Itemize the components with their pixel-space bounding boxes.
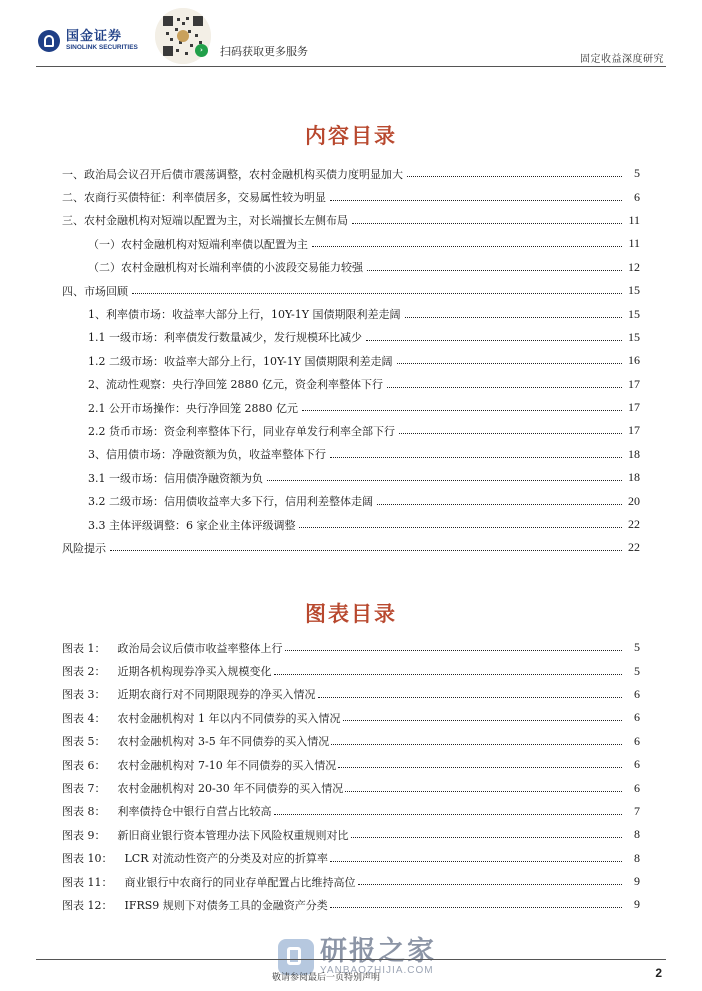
- toc-entry-page: 5: [634, 166, 640, 181]
- dot-leader: [302, 410, 622, 411]
- toc-entry-label: （一）农村金融机构对短端利率债以配置为主: [62, 236, 310, 252]
- toc-entry[interactable]: [62, 373, 640, 396]
- figure-entry-page: 9: [634, 874, 640, 889]
- table-of-contents: [62, 162, 640, 560]
- dot-leader: [366, 340, 622, 341]
- figure-entry-number: 图表 3：: [62, 688, 106, 702]
- dot-leader: [338, 767, 622, 768]
- toc-entry[interactable]: [62, 162, 640, 185]
- figure-entry-page: 7: [634, 803, 640, 818]
- figure-entry-title: 近期各机构现券净买入规模变化: [117, 665, 272, 679]
- figures-title: 图表目录: [305, 601, 397, 626]
- dot-leader: [387, 387, 622, 388]
- figure-entry[interactable]: [62, 683, 640, 706]
- dot-leader: [330, 200, 622, 201]
- list-of-figures: [62, 636, 640, 917]
- figure-entry-page: 5: [634, 640, 640, 655]
- document-type: 固定收益深度研究: [580, 54, 664, 65]
- figure-entry-title: 政治局会议后债市收益率整体上行: [117, 641, 283, 655]
- figure-entry-page: 6: [634, 733, 640, 748]
- dot-leader: [132, 293, 622, 294]
- dot-leader: [377, 504, 622, 505]
- figure-entry-number: 图表 12：: [62, 898, 113, 912]
- toc-entry[interactable]: [62, 349, 640, 372]
- figure-entry-page: 9: [634, 897, 640, 912]
- figure-entry[interactable]: [62, 753, 640, 776]
- figure-entry[interactable]: [62, 893, 640, 916]
- figure-entry-number: 图表 5：: [62, 735, 106, 749]
- toc-entry-label: 3.1 一级市场：信用债净融资额为负: [62, 470, 265, 486]
- figure-entry-page: 5: [634, 663, 640, 678]
- figure-entry-page: 6: [634, 757, 640, 772]
- dot-leader: [397, 363, 622, 364]
- toc-entry[interactable]: [62, 209, 640, 232]
- dot-leader: [399, 433, 622, 434]
- toc-entry-page: 12: [628, 259, 640, 274]
- brand-name-en: SINOLINK SECURITIES: [66, 44, 138, 52]
- header-divider: [36, 66, 666, 67]
- toc-entry[interactable]: [62, 326, 640, 349]
- dot-leader: [367, 270, 622, 271]
- figure-entry-number: 图表 2：: [62, 665, 106, 679]
- dot-leader: [330, 907, 622, 908]
- dot-leader: [330, 861, 622, 862]
- figure-entry-number: 图表 9：: [62, 828, 106, 842]
- toc-entry-label: 1.2 二级市场：收益率大部分上行，10Y-1Y 国债期限利差走阔: [62, 353, 395, 369]
- brand-name-cn: 国金证券: [66, 29, 123, 45]
- figure-entry-title: 农村金融机构对 20-30 年不同债券的买入情况: [117, 782, 344, 796]
- toc-entry-page: 15: [628, 283, 640, 298]
- figure-entry[interactable]: [62, 776, 640, 799]
- page-header: [0, 0, 702, 68]
- toc-entry[interactable]: [62, 443, 640, 466]
- toc-entry[interactable]: [62, 279, 640, 302]
- figure-entry-number: 图表 10：: [62, 852, 113, 866]
- toc-entry-label: 3.2 二级市场：信用债收益率大多下行，信用利差整体走阔: [62, 493, 375, 509]
- toc-entry-page: 11: [628, 236, 640, 251]
- qr-caption: 扫码获取更多服务: [220, 45, 308, 58]
- figure-entry-number: 图表 1：: [62, 641, 106, 655]
- dot-leader: [358, 884, 623, 885]
- toc-entry-page: 20: [628, 493, 640, 508]
- toc-entry-page: 17: [628, 400, 640, 415]
- toc-entry[interactable]: [62, 419, 640, 442]
- toc-entry[interactable]: [62, 513, 640, 536]
- figure-entry[interactable]: [62, 659, 640, 682]
- figure-entry-title: IFRS9 规则下对债务工具的金融资产分类: [124, 898, 328, 912]
- page-number: 2: [655, 966, 662, 980]
- figure-entry-page: 6: [634, 710, 640, 725]
- toc-entry[interactable]: [62, 185, 640, 208]
- service-badge-icon: ›: [195, 44, 208, 57]
- toc-entry-label: 四、市场回顾: [62, 284, 128, 298]
- toc-entry[interactable]: [62, 396, 640, 419]
- figure-entry[interactable]: [62, 823, 640, 846]
- toc-entry[interactable]: [62, 302, 640, 325]
- dot-leader: [343, 720, 623, 721]
- toc-entry-label: 1.1 一级市场：利率债发行数量减少，发行规模环比减少: [62, 329, 364, 345]
- toc-entry-label: 2.2 货币市场：资金利率整体下行，同业存单发行利率全部下行: [62, 423, 397, 439]
- figure-entry-title: 农村金融机构对 3-5 年不同债券的买入情况: [117, 735, 330, 749]
- toc-entry-label: （二）农村金融机构对长端利率债的小波段交易能力较强: [62, 259, 365, 275]
- toc-entry-label: 二、农商行买债特征：利率债居多，交易属性较为明显: [62, 191, 326, 205]
- toc-entry-page: 16: [628, 353, 640, 368]
- figure-entry-page: 8: [634, 850, 640, 865]
- dot-leader: [330, 457, 622, 458]
- figure-entry-number: 图表 4：: [62, 711, 106, 725]
- toc-entry-page: 17: [628, 376, 640, 391]
- figure-entry-page: 6: [634, 686, 640, 701]
- toc-entry-label: 2.1 公开市场操作：央行净回笼 2880 亿元: [62, 400, 300, 416]
- toc-entry-page: 18: [628, 446, 640, 461]
- toc-entry-label: 3.3 主体评级调整：6 家企业主体评级调整: [62, 517, 297, 533]
- figure-entry-number: 图表 8：: [62, 805, 106, 819]
- figure-entry-number: 图表 11：: [62, 875, 113, 889]
- dot-leader: [299, 527, 622, 528]
- toc-entry-label: 2、流动性观察：央行净回笼 2880 亿元，资金利率整体下行: [62, 376, 385, 392]
- toc-entry-label: 三、农村金融机构对短端以配置为主，对长端擅长左侧布局: [62, 214, 348, 228]
- dot-leader: [345, 791, 622, 792]
- toc-title: 内容目录: [305, 123, 397, 148]
- toc-entry-label: 3、信用债市场：净融资额为负，收益率整体下行: [62, 446, 328, 462]
- toc-entry-page: 22: [628, 540, 640, 555]
- dot-leader: [274, 814, 623, 815]
- figure-entry[interactable]: [62, 800, 640, 823]
- footer-divider: [36, 959, 666, 960]
- figure-entry-title: 近期农商行对不同期限现券的净买入情况: [117, 688, 316, 702]
- figure-entry[interactable]: [62, 636, 640, 659]
- figure-entry-title: 农村金融机构对 1 年以内不同债券的买入情况: [117, 711, 341, 725]
- dot-leader: [405, 317, 622, 318]
- dot-leader: [110, 550, 622, 551]
- toc-entry[interactable]: [62, 232, 640, 255]
- toc-entry-page: 6: [634, 189, 640, 204]
- figure-entry-number: 图表 7：: [62, 782, 106, 796]
- toc-entry-page: 15: [628, 329, 640, 344]
- toc-entry[interactable]: [62, 489, 640, 512]
- figure-entry-title: 新旧商业银行资本管理办法下风险权重规则对比: [117, 828, 349, 842]
- toc-entry-page: 11: [628, 212, 640, 227]
- figure-entry[interactable]: [62, 730, 640, 753]
- watermark-text: 研报之家: [320, 936, 436, 967]
- figure-entry[interactable]: [62, 706, 640, 729]
- dot-leader: [267, 480, 622, 481]
- dot-leader: [285, 650, 623, 651]
- figure-entry[interactable]: [62, 847, 640, 870]
- toc-entry-page: 17: [628, 423, 640, 438]
- dot-leader: [318, 697, 623, 698]
- toc-entry[interactable]: [62, 536, 640, 559]
- toc-entry-page: 15: [628, 306, 640, 321]
- figure-entry[interactable]: [62, 870, 640, 893]
- dot-leader: [312, 246, 622, 247]
- toc-entry-label: 1、利率债市场：收益率大部分上行，10Y-1Y 国债期限利差走阔: [62, 306, 403, 322]
- toc-entry[interactable]: [62, 466, 640, 489]
- figure-entry-title: 农村金融机构对 7-10 年不同债券的买入情况: [117, 758, 337, 772]
- dot-leader: [407, 176, 622, 177]
- toc-entry-page: 22: [628, 517, 640, 532]
- toc-entry[interactable]: [62, 256, 640, 279]
- figure-entry-title: 利率债持仓中银行自营占比较高: [117, 805, 272, 819]
- disclaimer-note: 敬请参阅最后一页特别声明: [272, 973, 381, 983]
- brand-logo-icon: [38, 30, 60, 52]
- dot-leader: [274, 674, 623, 675]
- dot-leader: [352, 223, 622, 224]
- figure-entry-page: 8: [634, 827, 640, 842]
- toc-entry-label: 一、政治局会议召开后债市震荡调整，农村金融机构买债力度明显加大: [62, 167, 403, 181]
- brand-logo: [38, 30, 138, 52]
- dot-leader: [331, 744, 622, 745]
- figure-entry-title: LCR 对流动性资产的分类及对应的折算率: [124, 852, 328, 866]
- watermark-url: YANBAOZHIJIA.COM: [320, 965, 434, 977]
- toc-entry-page: 18: [628, 470, 640, 485]
- toc-entry-label: 风险提示: [62, 541, 106, 555]
- figure-entry-page: 6: [634, 780, 640, 795]
- dot-leader: [351, 837, 623, 838]
- figure-entry-number: 图表 6：: [62, 758, 106, 772]
- figure-entry-title: 商业银行中农商行的同业存单配置占比维持高位: [124, 875, 356, 889]
